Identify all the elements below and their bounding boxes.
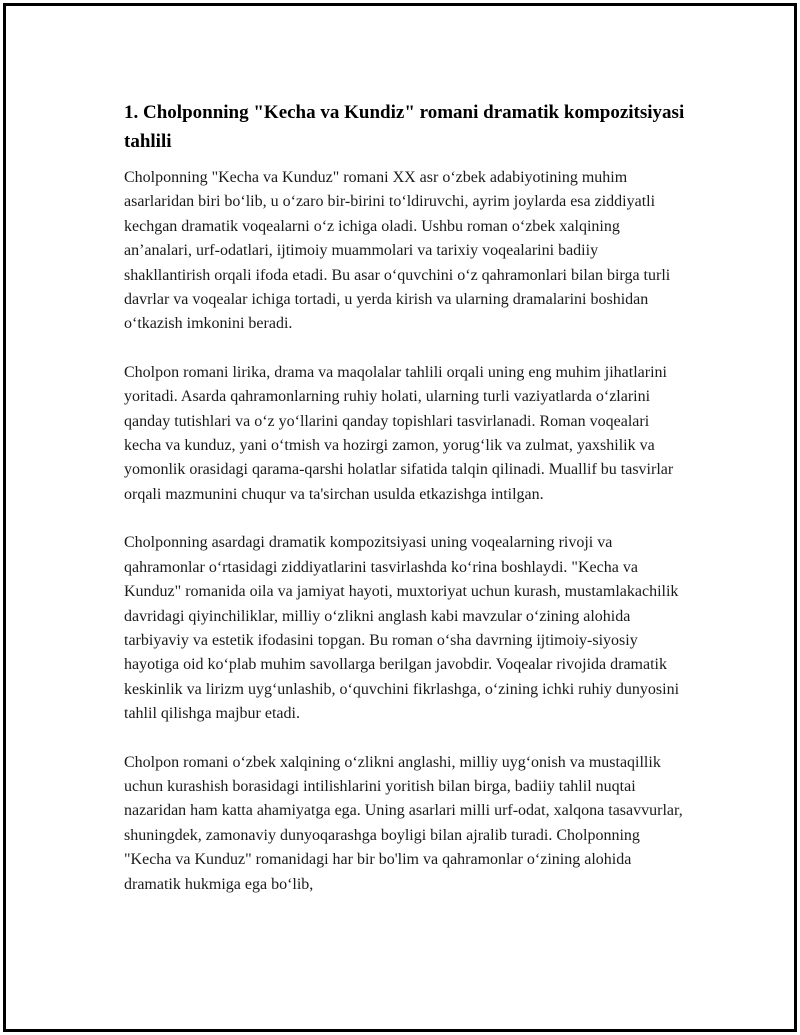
paragraph-1: Cholponning "Kecha va Kunduz" romani XX asr o‘zbek adabiyotining muhim asarlaridan biri bo‘lib, u o‘zaro bir-birini to‘ldiruvchi, ayrim joylarda esa ziddiyatli kechgan dramatik voqealarni o‘z ichiga oladi. Ushbu roman o‘zbek xalqining an’analari, urf-odatlari, ijtimoiy muammolari va tarixiy voqealarini badiiy shakllantirish orqali ifoda etadi. Bu asar o‘quvchini o‘z qahramonlari bilan birga turli davrlar va voqealar ichiga tortadi, u yerda kirish va ularning dramalarini boshidan o‘tkazish imkonini beradi. <box>124 169 671 333</box>
document-body <box>124 98 688 921</box>
section-heading: 1. Cholponning "Kecha va Kundiz" romani dramatik kompozitsiyasi tahlili <box>124 102 685 152</box>
paragraph-3: Cholponning asardagi dramatik kompozitsiyasi uning voqealarning rivoji va qahramonlar o‘rtasidagi ziddiyatlarini tasvirlashda ko‘rina boshlaydi. "Kecha va Kunduz" romanida oila va jamiyat hayoti, muxtoriyat uchun kurash, mustamlakachilik davridagi qiyinchiliklar, milliy o‘zlikni anglash kabi mavzular o‘zining alohida tarbiyaviy va estetik ifodasini topgan. Bu roman o‘sha davrning ijtimoiy-siyosiy hayotiga oid ko‘plab muhim savollarga berilgan javobdir. Voqealar rivojida dramatik keskinlik va lirizm uyg‘unlashib, o‘quvchini fikrlashga, o‘zining ichki ruhiy dunyosini tahlil qilishga majbur etadi. <box>124 534 680 723</box>
page-frame <box>3 3 797 1032</box>
paragraph-4: Cholpon romani o‘zbek xalqining o‘zlikni anglashi, milliy uyg‘onish va mustaqillik uchun kurashish borasidagi intilishlarini yoritish bilan birga, badiiy tahlil nuqtai nazaridan ham katta ahamiyatga ega. Uning asarlari milli urf-odat, xalqona tasavvurlar, shuningdek, zamonaviy dunyoqarashga boyligi bilan ajralib turadi. Cholponning "Kecha va Kunduz" romanidagi har bir bo'lim va qahramonlar o‘zining alohida dramatik hukmiga ega bo‘lib, <box>124 753 683 893</box>
paragraph-2: Cholpon romani lirika, drama va maqolalar tahlili orqali uning eng muhim jihatlarini yoritadi. Asarda qahramonlarning ruhiy holati, ularning turli vaziyatlarda o‘zlarini qanday tutishlari va o‘z yo‘llarini qanday topishlari tasvirlanadi. Roman voqealari kecha va kunduz, yani o‘tmish va hozirgi zamon, yorug‘lik va zulmat, yaxshilik va yomonlik orasidagi qarama-qarshi holatlar sifatida talqin qilinadi. Muallif bu tasvirlar orqali mazmunini chuqur va ta'sirchan usulda etkazishga intilgan. <box>124 363 674 503</box>
